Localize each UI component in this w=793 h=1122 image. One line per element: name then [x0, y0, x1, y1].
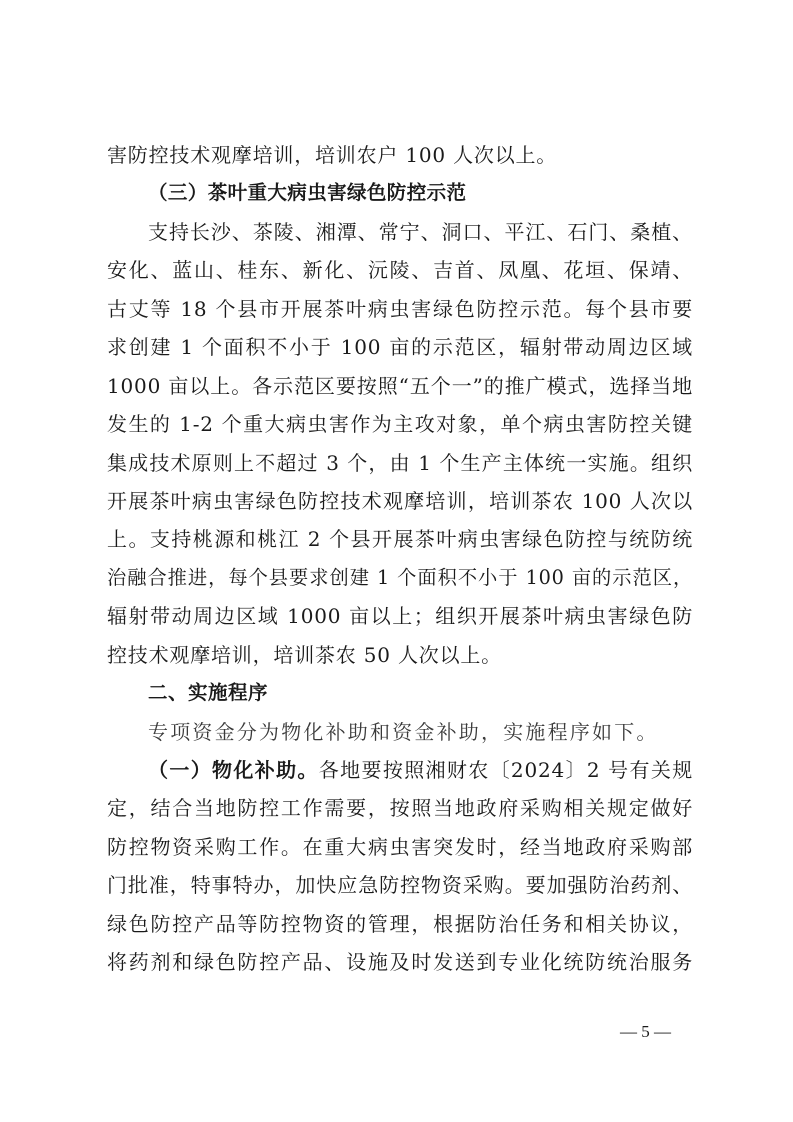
paragraph-line: 害防控技术观摩培训，培训农户 100 人次以上。 — [107, 143, 558, 167]
paragraph-line: 支持长沙、茶陵、湘潭、常宁、洞口、平江、石门、桑植、 — [148, 219, 693, 244]
paragraph-line: 将药剂和绿色防控产品、设施及时发送到专业化统防统治服务 — [107, 950, 693, 975]
paragraph-line: 1000 亩以上。各示范区要按照“五个一”的推广模式，选择当地 — [107, 373, 693, 398]
paragraph-lead-title: （一）物化补助。 — [148, 758, 319, 782]
paragraph-line: 集成技术原则上不超过 3 个，由 1 个生产主体统一实施。组织 — [107, 450, 693, 475]
paragraph-line: 古丈等 18 个县市开展茶叶病虫害绿色防控示范。每个县市要 — [107, 296, 693, 321]
paragraph-line: 上。支持桃源和桃江 2 个县开展茶叶病虫害绿色防控与统防统 — [107, 527, 693, 552]
paragraph-line: 定，结合当地防控工作需要，按照当地政府采购相关规定做好 — [107, 796, 693, 821]
paragraph-text: 各地要按照湘财农〔2024〕2 号有关规 — [318, 758, 694, 782]
paragraph-line: 治融合推进，每个县要求创建 1 个面积不小于 100 亩的示范区， — [107, 565, 693, 589]
paragraph-line: 发生的 1-2 个重大病虫害作为主攻对象，单个病虫害防控关键 — [107, 412, 693, 437]
paragraph-line: 绿色防控产品等防控物资的管理，根据防治任务和相关协议， — [107, 911, 693, 936]
paragraph-line: 开展茶叶病虫害绿色防控技术观摩培训，培训茶农 100 人次以 — [107, 488, 693, 513]
section-subheading: （三）茶叶重大病虫害绿色防控示范 — [148, 181, 467, 205]
paragraph-line: 防控物资采购工作。在重大病虫害突发时，经当地政府采购部 — [107, 834, 693, 859]
page-number: — 5 — — [620, 1022, 671, 1041]
section-heading: 二、实施程序 — [148, 681, 269, 705]
document-body — [107, 136, 693, 982]
paragraph-line: 安化、蓝山、桂东、新化、沅陵、吉首、凤凰、花垣、保靖、 — [107, 258, 693, 283]
paragraph-line: 求创建 1 个面积不小于 100 亩的示范区，辐射带动周边区域 — [107, 335, 693, 360]
paragraph-line: 专项资金分为物化补助和资金补助，实施程序如下。 — [148, 719, 659, 744]
paragraph-line: 门批准，特事特办，加快应急防控物资采购。要加强防治药剂、 — [107, 873, 693, 898]
paragraph-line: 控技术观摩培训，培训茶农 50 人次以上。 — [107, 642, 502, 667]
paragraph-line: 辐射带动周边区域 1000 亩以上；组织开展茶叶病虫害绿色防 — [107, 604, 693, 629]
paragraph-line — [107, 751, 693, 789]
